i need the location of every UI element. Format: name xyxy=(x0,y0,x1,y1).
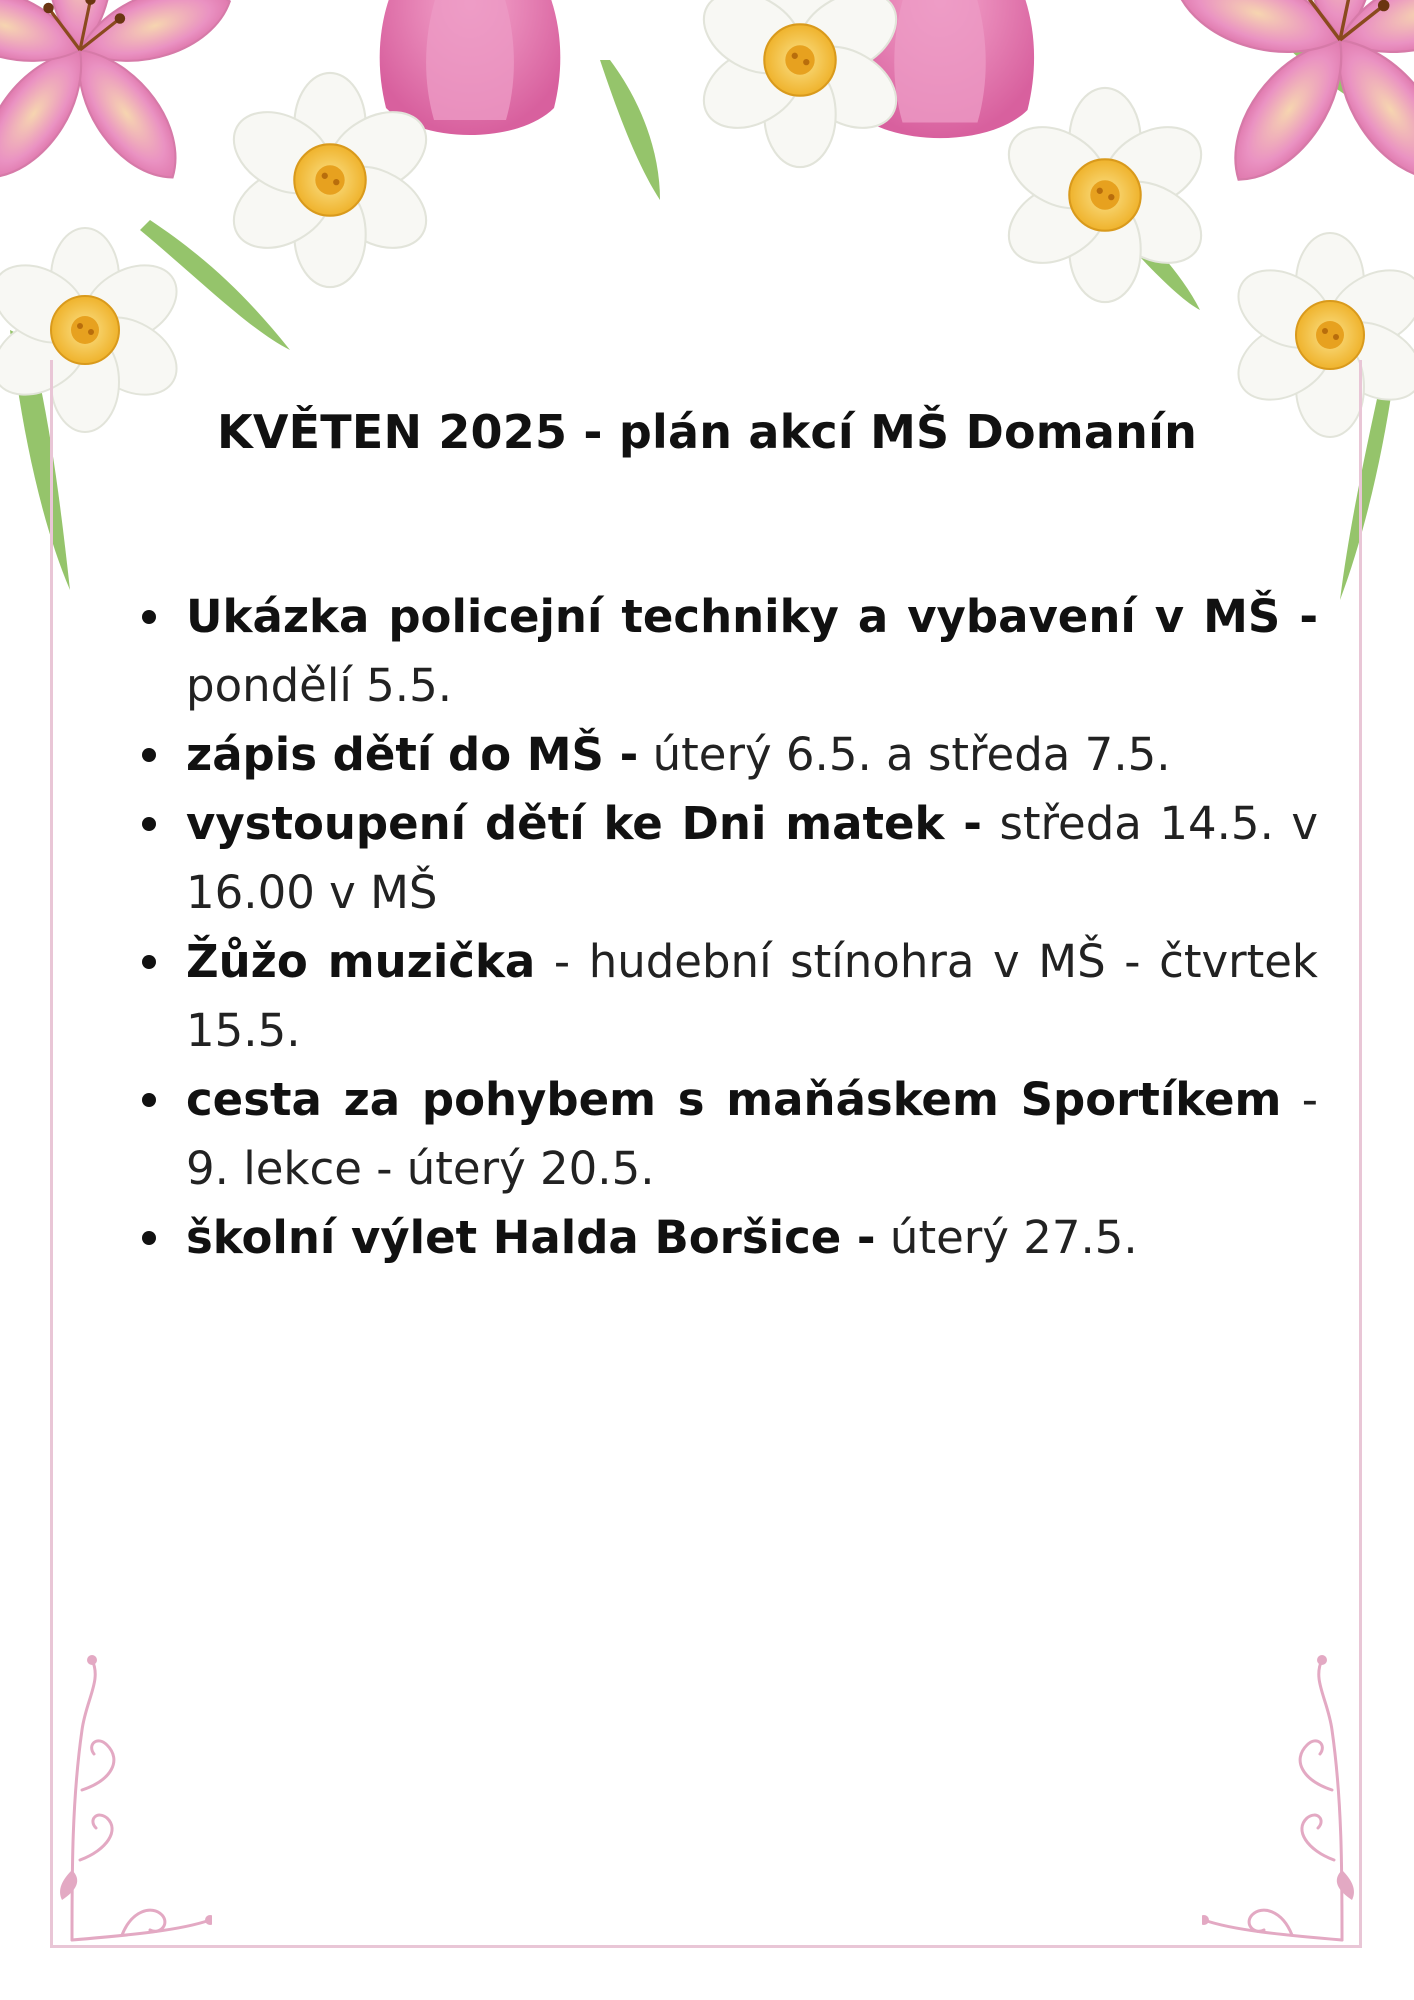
event-name: zápis dětí do MŠ - xyxy=(186,728,639,781)
event-details: - hudební stínohra v MŠ - čtvrtek 15.5. xyxy=(186,935,1318,1057)
event-name: vystoupení dětí ke Dni matek - xyxy=(186,797,982,850)
bullet-icon xyxy=(142,610,156,624)
bullet-icon xyxy=(142,817,156,831)
list-item xyxy=(128,720,1318,789)
bullet-icon xyxy=(142,748,156,762)
corner-ornament-right-icon xyxy=(1202,1650,1362,1950)
list-item xyxy=(128,582,1318,720)
event-details: úterý 27.5. xyxy=(875,1211,1138,1264)
corner-ornament-left-icon xyxy=(52,1650,212,1950)
list-item xyxy=(128,1065,1318,1203)
bullet-icon xyxy=(142,955,156,969)
event-name: Ukázka policejní techniky a vybavení v MŠ - xyxy=(186,590,1318,643)
event-name: cesta za pohybem s maňáskem Sportíkem xyxy=(186,1073,1282,1126)
event-name: školní výlet Halda Boršice - xyxy=(186,1211,876,1264)
list-item xyxy=(128,1203,1318,1272)
bullet-icon xyxy=(142,1231,156,1245)
list-item xyxy=(128,927,1318,1065)
event-details: úterý 6.5. a středa 7.5. xyxy=(638,728,1171,781)
event-details: pondělí 5.5. xyxy=(186,659,453,712)
bullet-icon xyxy=(142,1093,156,1107)
event-name: Žůžo muzička xyxy=(186,935,536,988)
event-details: - 9. lekce - úterý 20.5. xyxy=(186,1073,1319,1195)
event-list xyxy=(128,582,1318,1272)
list-item xyxy=(128,789,1318,927)
event-details: středa 14.5. v 16.00 v MŠ xyxy=(186,797,1318,919)
page-title: KVĚTEN 2025 - plán akcí MŠ Domanín xyxy=(216,405,1198,459)
